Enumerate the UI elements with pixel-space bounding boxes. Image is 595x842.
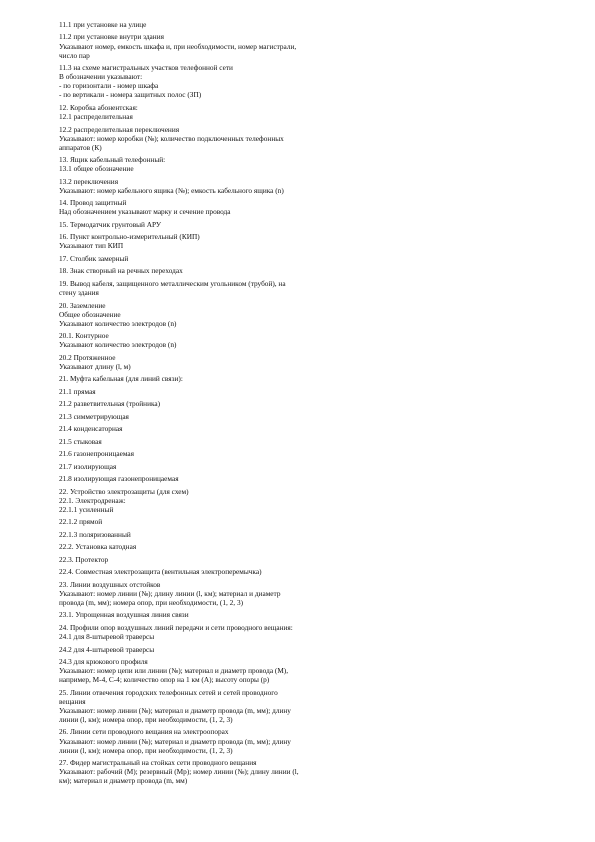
text-line: 22.2. Установка катодная (59, 542, 137, 552)
text-line: линии (l, км); номера опор, при необходимости, (1, 2, 3) (59, 745, 233, 755)
text-line: В обозначении указывают: (59, 72, 143, 82)
text-line: 22.4. Совместная электрозащита (вентильная электроперемычка) (59, 567, 262, 577)
text-line: Указывают: номер линии (№); материал и диаметр провода (m, мм); длину (59, 705, 291, 715)
document-paragraph (59, 254, 539, 263)
document-paragraph (59, 232, 539, 250)
document-paragraph (59, 20, 539, 29)
text-line: 20.2 Протяженное (59, 352, 116, 362)
text-line: вещания (59, 696, 86, 706)
text-line: 21.7 изолирующая (59, 461, 117, 471)
text-line: 22.1. Электродренаж: (59, 495, 126, 505)
text-line: Указывают: рабочий (М); резервный (Мр); номер линии (№); длину линии (l, (59, 767, 299, 777)
text-line: 24.1 для 8-штыревой траверсы (59, 632, 155, 642)
document-paragraph (59, 474, 539, 483)
text-line: 24.2 для 4-штыревой траверсы (59, 644, 155, 654)
text-line: 18. Знак створный на речных переходах (59, 266, 183, 276)
document-paragraph (59, 580, 539, 607)
text-line: 11.1 при установке на улице (59, 20, 147, 29)
text-line: Указывают количество электродов (n) (59, 340, 177, 350)
text-line: 16. Пункт контрольно-измерительный (КИП) (59, 232, 200, 242)
document-paragraph (59, 266, 539, 275)
document-paragraph (59, 657, 539, 684)
text-line: 21.1 прямая (59, 386, 96, 396)
text-line: например, М-4, С-4; количество опор на 1 км (А); высоту опоры (р) (59, 675, 270, 685)
text-line: 20.1. Контурное (59, 331, 109, 341)
document-paragraph (59, 758, 539, 785)
text-line: 12.1 распределительная (59, 112, 133, 122)
document-paragraph (59, 353, 539, 371)
text-line: 14. Провод защитный (59, 198, 127, 208)
document-paragraph (59, 688, 539, 724)
text-line: Над обозначением указывают марку и сечение провода (59, 207, 231, 217)
document-paragraph (59, 412, 539, 421)
text-line: 17. Столбик замерный (59, 253, 129, 263)
text-line: 21.2 разветвительная (тройника) (59, 399, 161, 409)
text-line: 21.8 изолирующая газонепроницаемая (59, 474, 179, 484)
text-line: 21.3 симметрирующая (59, 411, 129, 421)
document-paragraph (59, 437, 539, 446)
text-line: 25. Линии отвечения городских телефонных сетей и сетей проводного (59, 687, 278, 697)
text-line: 21.6 газонепроницаемая (59, 449, 135, 459)
text-line: 24.3 для крюкового профиля (59, 657, 148, 667)
text-line: 19. Вывод кабеля, защищенного металлическим угольником (трубой), на (59, 278, 286, 288)
text-line: Указывают тип КИП (59, 241, 124, 251)
text-line: число пар (59, 50, 90, 60)
document-paragraph (59, 462, 539, 471)
document-paragraph (59, 198, 539, 216)
text-line: - по горизонтали - номер шкафа (59, 81, 159, 91)
text-line: 24. Профили опор воздушных линий передачи и сети проводного вещания: (59, 622, 293, 632)
document-paragraph (59, 63, 539, 99)
text-line: 22.1.1 усиленный (59, 504, 114, 514)
document-paragraph (59, 567, 539, 576)
text-line: 20. Заземление (59, 300, 106, 310)
document-paragraph (59, 220, 539, 229)
document-paragraph (59, 32, 539, 59)
text-line: 27. Фидер магистральный на стойках сети проводного вещания (59, 758, 257, 768)
document-paragraph (59, 125, 539, 152)
document-paragraph (59, 542, 539, 551)
text-line: 22.3. Протектор (59, 554, 109, 564)
document-paragraph (59, 424, 539, 433)
text-line: Указывают: номер цепи или линии (№); материал и диаметр провода (М), (59, 666, 289, 676)
document-paragraph (59, 645, 539, 654)
document-page (59, 20, 539, 789)
text-line: Указывают количество электродов (n) (59, 318, 177, 328)
document-paragraph (59, 301, 539, 328)
document-paragraph (59, 555, 539, 564)
text-line: 23. Линии воздушных отстойков (59, 579, 161, 589)
text-line: 13.1 общее обозначение (59, 164, 134, 174)
text-line: 23.1. Упрощенная воздушная линия связи (59, 610, 189, 620)
text-line: аппаратов (К) (59, 142, 102, 152)
text-line: 22. Устройство электрозащиты (для схем) (59, 486, 189, 496)
document-paragraph (59, 374, 539, 383)
document-paragraph (59, 103, 539, 121)
document-paragraph (59, 727, 539, 754)
text-line: Общее обозначение (59, 309, 121, 319)
text-line: 22.1.3 поляризованный (59, 529, 131, 539)
text-line: 26. Линии сети проводного вещания на электроопорах (59, 727, 229, 737)
text-line: - по вертикали - номера защитных полос (ЗП) (59, 90, 202, 100)
text-line: км); материал и диаметр провода (m, мм) (59, 776, 188, 786)
text-line: 13.2 переключения (59, 176, 119, 186)
document-paragraph (59, 279, 539, 297)
document-paragraph (59, 449, 539, 458)
text-line: 13. Ящик кабельный телефонный: (59, 155, 166, 165)
text-line: 15. Термодатчик грунтовый АРУ (59, 219, 162, 229)
text-line: провода (m, мм); номера опор, при необходимости, (1, 2, 3) (59, 597, 244, 607)
text-line: стену здания (59, 288, 99, 298)
text-line: 21.5 стыковая (59, 436, 102, 446)
document-paragraph (59, 530, 539, 539)
document-paragraph (59, 387, 539, 396)
document-paragraph (59, 177, 539, 195)
text-line: 11.3 на схеме магистральных участков телефонной сети (59, 63, 233, 73)
text-line: Указывают длину (l, м) (59, 361, 131, 371)
text-line: 12.2 распределительная переключения (59, 124, 180, 134)
text-line: 11.2 при установке внутри здания (59, 32, 164, 42)
text-line: Указывают: номер линии (№); материал и диаметр провода (m, мм); длину (59, 736, 291, 746)
text-line: линии (l, км); номера опор, при необходимости, (1, 2, 3) (59, 714, 233, 724)
text-line: Указывают: номер кабельного ящика (№); емкость кабельного ящика (n) (59, 185, 284, 195)
document-paragraph (59, 623, 539, 641)
document-paragraph (59, 487, 539, 514)
text-line: 12. Коробка абонентская: (59, 102, 138, 112)
text-line: Указывают номер, емкость шкафа и, при необходимости, номер магистрали, (59, 41, 297, 51)
text-line: Указывают: номер линии (№); длину линии (l, км); материал и диаметр (59, 588, 281, 598)
text-line: 21. Муфта кабельная (для линий связи): (59, 374, 183, 384)
text-line: Указывают: номер коробки (№); количество подключенных телефонных (59, 133, 284, 143)
text-line: 22.1.2 прямой (59, 517, 103, 527)
document-paragraph (59, 331, 539, 349)
document-paragraph (59, 517, 539, 526)
document-paragraph (59, 399, 539, 408)
text-line: 21.4 конденсаторная (59, 424, 123, 434)
document-paragraph (59, 155, 539, 173)
document-paragraph (59, 610, 539, 619)
